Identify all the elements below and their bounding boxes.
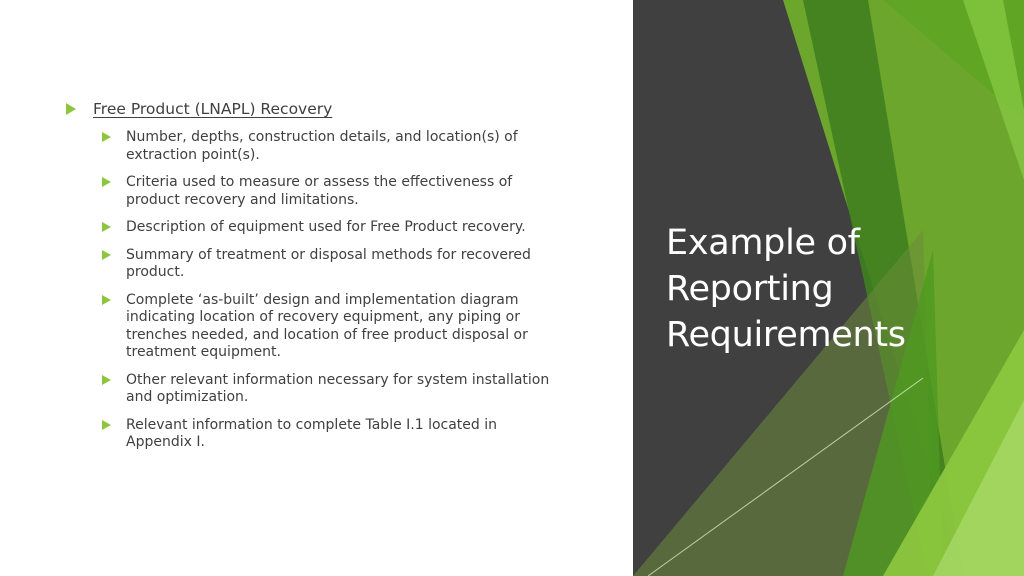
list-item-text: Complete ‘as-built’ design and implementation diagram indicating location of recovery equipment, any piping or trenches needed, and location of free product disposal or treatment equipment. (126, 291, 528, 360)
heading-item (66, 98, 596, 120)
title-line-3: Requirements (666, 315, 906, 355)
list-item (102, 219, 596, 237)
triangle-bullet-icon (102, 177, 111, 187)
triangle-bullet-icon (66, 103, 76, 115)
title-line-2: Reporting (666, 269, 834, 309)
list-item (102, 129, 596, 164)
title-line-1: Example of (666, 223, 860, 263)
list-item (102, 417, 596, 452)
triangle-bullet-icon (102, 295, 111, 305)
triangle-bullet-icon (102, 375, 111, 385)
section-heading: Free Product (LNAPL) Recovery (93, 100, 333, 118)
list-item-text: Summary of treatment or disposal methods for recovered product. (126, 246, 531, 280)
list-item-text: Criteria used to measure or assess the effectiveness of product recovery and limitations. (126, 174, 513, 208)
list-item (102, 174, 596, 209)
list-item (102, 247, 596, 282)
requirements-list (66, 129, 596, 452)
slide-body (66, 98, 596, 462)
triangle-bullet-icon (102, 420, 111, 430)
slide-title (666, 220, 996, 358)
list-item-text: Number, depths, construction details, and location(s) of extraction point(s). (126, 129, 518, 163)
triangle-bullet-icon (102, 250, 111, 260)
triangle-bullet-icon (102, 222, 111, 232)
list-item (102, 292, 596, 362)
list-item (102, 372, 596, 407)
triangle-bullet-icon (102, 132, 111, 142)
list-item-text: Other relevant information necessary for system installation and optimization. (126, 371, 550, 405)
list-item-text: Relevant information to complete Table I.1 located in Appendix I. (126, 416, 498, 450)
list-item-text: Description of equipment used for Free Product recovery. (126, 219, 526, 235)
